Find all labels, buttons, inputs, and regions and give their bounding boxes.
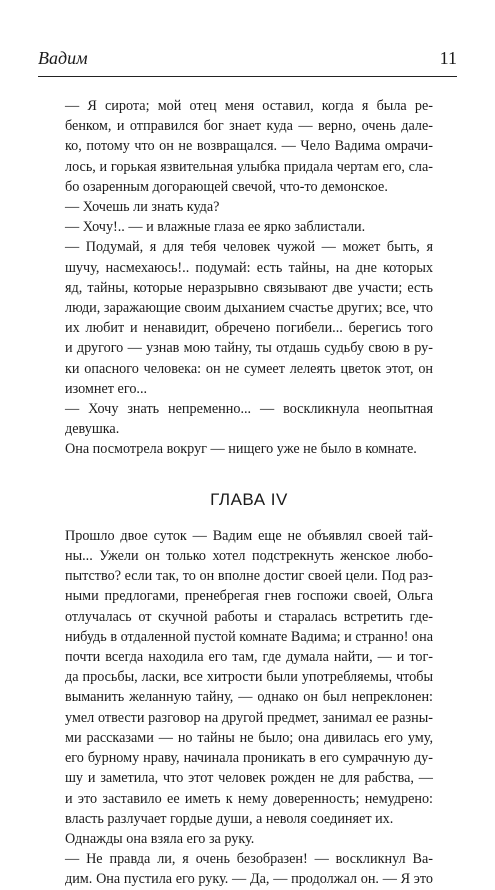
text-line: яд, тайны, которые неразрывно связывают две участи; есть	[65, 279, 433, 296]
text-block-before-chapter	[65, 96, 433, 460]
text-line: пытство? если так, то он вполне достиг своей цели. Под раз-	[65, 568, 433, 585]
header-rule	[38, 76, 457, 77]
text-line: — Подумай, я для тебя человек чужой — может быть, я	[65, 239, 433, 256]
text-line: — Хочу!.. — и влажные глаза ее ярко заблистали.	[65, 219, 366, 236]
text-line: лось, и горькая язвительная улыбка придала чертам его, сла-	[65, 158, 433, 175]
text-line: ны... Ужели он только хотел подстрекнуть женское любо-	[65, 548, 433, 565]
text-line: — Не правда ли, я очень безобразен! — воскликнул Ва-	[65, 851, 433, 868]
text-line: — Хочу знать непременно... — воскликнула неопытная	[65, 401, 433, 418]
text-line: — Хочешь ли знать куда?	[65, 199, 220, 216]
text-line: почти всегда находила его там, где думала найти, — и тог-	[65, 649, 433, 666]
text-line: нибудь в отдаленной пустой комнате Вадима; и странно! она	[65, 628, 433, 645]
text-line: и другого — узнав мою тайну, ты отдашь судьбу свою в ру-	[65, 340, 433, 357]
text-line: Прошло двое суток — Вадим еще не объявлял своей тай-	[65, 527, 433, 544]
text-line: Она посмотрела вокруг — нищего уже не было в комнате.	[65, 441, 417, 458]
text-line: ки опасного человека: он не сумеет лелеять цветок этот, он	[65, 360, 433, 377]
text-line: бо озаренным догорающей свечой, что-то демонское.	[65, 178, 388, 195]
text-line: власть разлучает гордые души, а неволя соединяет их.	[65, 810, 394, 827]
text-line: шу и заметила, что этот человек рожден не для рабства, —	[65, 770, 433, 787]
text-line: его бурному нраву, начинала проникать в его сумрачную ду-	[65, 750, 433, 767]
running-header	[38, 44, 457, 78]
text-line: да просьбы, ласки, все хитрости были употребляемы, чтобы	[65, 669, 433, 686]
text-line: отлучалась от скучной работы и старалась встретить где-	[65, 608, 433, 625]
page-body	[65, 96, 433, 890]
text-line: шучу, насмехаюсь!.. подумай: есть тайны, на дне которых	[65, 259, 433, 276]
text-line: люди, заражающие своим дыханием счастье других; все, что	[65, 300, 433, 317]
text-line: изомнет его...	[65, 380, 148, 397]
text-line: их любит и ненавидит, обречено погибели... берегись того	[65, 320, 433, 337]
text-line: бенком, и отправился бог знает куда — верно, очень дале-	[65, 118, 433, 135]
text-line: Однажды она взяла его за руку.	[65, 830, 255, 847]
text-line: ко, потому что он не возвращался. — Чело Вадима омрачи-	[65, 138, 433, 155]
text-line: — Я сирота; мой отец меня оставил, когда я была ре-	[65, 98, 433, 114]
page-number: 11	[439, 48, 457, 68]
text-line: ми рассказами — но тайны не было; она дивилась его уму,	[65, 729, 433, 746]
text-line: и это заставило ее иметь к нему доверенность; немудрено:	[65, 790, 433, 807]
text-line: дим. Она пустила его руку. — Да, — продолжал он. — Я это	[65, 871, 433, 888]
text-line: девушка.	[65, 421, 120, 438]
text-line: выманить желанную тайну, — однако он был непреклонен:	[65, 689, 433, 706]
running-title: Вадим	[38, 48, 88, 68]
text-block-after-chapter	[65, 526, 433, 890]
chapter-heading: ГЛАВА IV	[210, 489, 288, 509]
text-line: ными предлогами, пренебрегая гнев госпожи своей, Ольга	[65, 588, 433, 605]
text-line: умел отвести разговор на другой предмет, занимал ее разны-	[65, 709, 433, 726]
